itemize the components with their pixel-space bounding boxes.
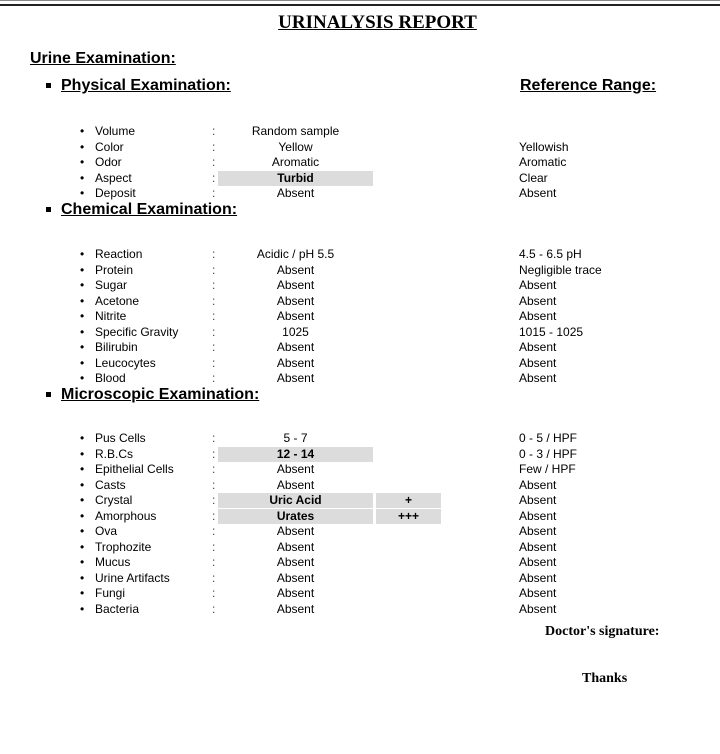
report-title: URINALYSIS REPORT [278,12,477,33]
reference-range: Absent [519,278,557,292]
separator-colon: : [212,371,216,385]
result-row [0,186,720,201]
separator-colon: : [212,570,216,585]
test-name: Crystal [95,493,133,507]
test-name: Odor [95,155,122,169]
top-rule-thin [0,0,720,1]
test-name: Deposit [95,186,136,200]
square-bullet-icon [46,207,51,212]
physical-examination-heading: Physical Examination: [46,77,231,95]
test-result: Absent [276,555,315,569]
bullet-icon: • [80,462,85,476]
bullet-icon: • [80,155,85,169]
test-result: Absent [276,601,315,616]
result-row [0,278,720,293]
test-name: Aspect [95,170,132,185]
reference-range: Absent [519,477,557,492]
test-name: Bilirubin [95,340,138,354]
reference-range: 0 - 3 / HPF [519,446,578,461]
test-result: Absent [276,355,315,370]
reference-range-heading: Reference Range: [520,77,657,94]
test-result: Absent [276,340,315,354]
result-row [0,140,720,155]
test-result: Aromatic [271,155,320,169]
result-row [0,447,720,462]
reference-range: Absent [519,570,557,585]
bullet-icon: • [80,477,85,492]
reference-range: 1015 - 1025 [519,324,584,339]
test-result: Absent [276,309,315,323]
result-row [0,294,720,309]
test-name: Color [95,139,124,154]
bullet-icon: • [80,539,85,554]
test-result: Acidic / pH 5.5 [256,247,335,261]
separator-colon: : [212,462,216,476]
bullet-icon: • [80,431,85,445]
separator-colon: : [212,170,216,185]
test-result: Absent [276,586,315,600]
separator-colon: : [212,309,216,323]
test-result: Absent [276,262,315,277]
reference-range: Absent [519,508,557,523]
separator-colon: : [212,324,216,339]
separator-colon: : [212,446,216,461]
result-row [0,155,720,170]
bullet-icon: • [80,555,85,569]
bullet-icon: • [80,524,85,538]
test-result: Absent [276,371,315,385]
bullet-icon: • [80,508,85,523]
square-bullet-icon [46,392,51,397]
separator-colon: : [212,139,216,154]
separator-colon: : [212,493,216,507]
separator-colon: : [212,278,216,292]
test-name: Protein [95,262,134,277]
separator-colon: : [212,355,216,370]
reference-range: Negligible trace [519,262,602,277]
bullet-icon: • [80,186,85,200]
test-name: Sugar [95,278,128,292]
reference-range: Absent [519,340,557,354]
bullet-icon: • [80,278,85,292]
test-name: Bacteria [95,601,140,616]
test-name: Pus Cells [95,431,146,445]
test-result: Uric Acid [218,493,373,508]
test-name: Volume [95,124,136,138]
chemical-examination-heading: Chemical Examination: [46,201,237,219]
separator-colon: : [212,155,216,169]
bullet-icon: • [80,139,85,154]
separator-colon: : [212,293,216,308]
separator-colon: : [212,477,216,492]
urine-examination-heading: Urine Examination: [30,50,176,67]
test-result: Yellow [278,139,313,154]
square-bullet-icon [46,83,51,88]
reference-range: Absent [519,601,557,616]
reference-range: Absent [519,355,557,370]
reference-range: Absent [519,555,557,569]
result-grade: +++ [376,509,441,524]
doctor-signature-label: Doctor's signature: [545,624,660,639]
test-name: Mucus [95,555,131,569]
result-row [0,124,720,139]
bullet-icon: • [80,247,85,261]
reference-range: Absent [519,186,557,200]
separator-colon: : [212,340,216,354]
test-result: Absent [276,539,315,554]
test-name: Epithelial Cells [95,462,174,476]
reference-range: Absent [519,309,557,323]
reference-range: 4.5 - 6.5 pH [519,247,582,261]
result-row [0,325,720,340]
test-name: Reaction [95,247,143,261]
result-row [0,571,720,586]
test-result: Absent [276,293,315,308]
bullet-icon: • [80,601,85,616]
test-result: Absent [276,462,315,476]
test-name: Casts [95,477,126,492]
reference-range: Absent [519,293,557,308]
bullet-icon: • [80,355,85,370]
microscopic-examination-heading: Microscopic Examination: [46,386,259,404]
test-result: Turbid [218,171,373,186]
test-name: Ova [95,524,118,538]
test-result: 1025 [282,324,309,339]
test-name: Acetone [95,293,140,308]
bullet-icon: • [80,262,85,277]
reference-range: Clear [519,170,548,185]
thanks-text: Thanks [582,671,628,686]
result-grade: + [376,493,441,508]
test-result: Random sample [251,124,340,138]
bullet-icon: • [80,446,85,461]
reference-range: Absent [519,539,557,554]
separator-colon: : [212,586,216,600]
separator-colon: : [212,524,216,538]
result-row [0,555,720,570]
test-result: 5 - 7 [283,431,308,445]
result-row [0,493,720,508]
result-row [0,371,720,386]
test-name: Nitrite [95,309,127,323]
test-name: Leucocytes [95,355,156,370]
bullet-icon: • [80,293,85,308]
test-name: Urine Artifacts [95,570,170,585]
test-result: Absent [276,524,315,538]
test-result: Absent [276,477,315,492]
separator-colon: : [212,555,216,569]
bullet-icon: • [80,324,85,339]
separator-colon: : [212,539,216,554]
test-name: Fungi [95,586,126,600]
result-row [0,586,720,601]
test-result: Urates [218,509,373,524]
test-result: Absent [276,570,315,585]
reference-range: Few / HPF [519,462,576,476]
test-name: R.B.Cs [95,446,134,461]
result-row [0,309,720,324]
result-row [0,478,720,493]
result-row [0,356,720,371]
bullet-icon: • [80,586,85,600]
bullet-icon: • [80,170,85,185]
test-name: Trophozite [95,539,152,554]
reference-range: Absent [519,524,557,538]
result-row [0,340,720,355]
result-row [0,247,720,262]
bullet-icon: • [80,493,85,507]
top-rule [0,4,720,6]
reference-range: Absent [519,371,557,385]
test-name: Blood [95,371,126,385]
separator-colon: : [212,247,216,261]
result-row [0,431,720,446]
bullet-icon: • [80,371,85,385]
test-result: 12 - 14 [218,447,373,462]
bullet-icon: • [80,309,85,323]
result-row [0,540,720,555]
result-row [0,602,720,617]
separator-colon: : [212,431,216,445]
separator-colon: : [212,601,216,616]
test-name: Specific Gravity [95,324,179,339]
bullet-icon: • [80,340,85,354]
separator-colon: : [212,186,216,200]
result-row [0,509,720,524]
test-result: Absent [276,278,315,292]
reference-range: Aromatic [519,155,567,169]
separator-colon: : [212,508,216,523]
result-row [0,462,720,477]
separator-colon: : [212,124,216,138]
reference-range: 0 - 5 / HPF [519,431,578,445]
bullet-icon: • [80,570,85,585]
reference-range: Absent [519,493,557,507]
reference-range: Absent [519,586,557,600]
result-row [0,263,720,278]
test-name: Amorphous [95,508,157,523]
reference-range: Yellowish [519,139,569,154]
result-row [0,524,720,539]
bullet-icon: • [80,124,85,138]
test-result: Absent [276,186,315,200]
separator-colon: : [212,262,216,277]
result-row [0,171,720,186]
